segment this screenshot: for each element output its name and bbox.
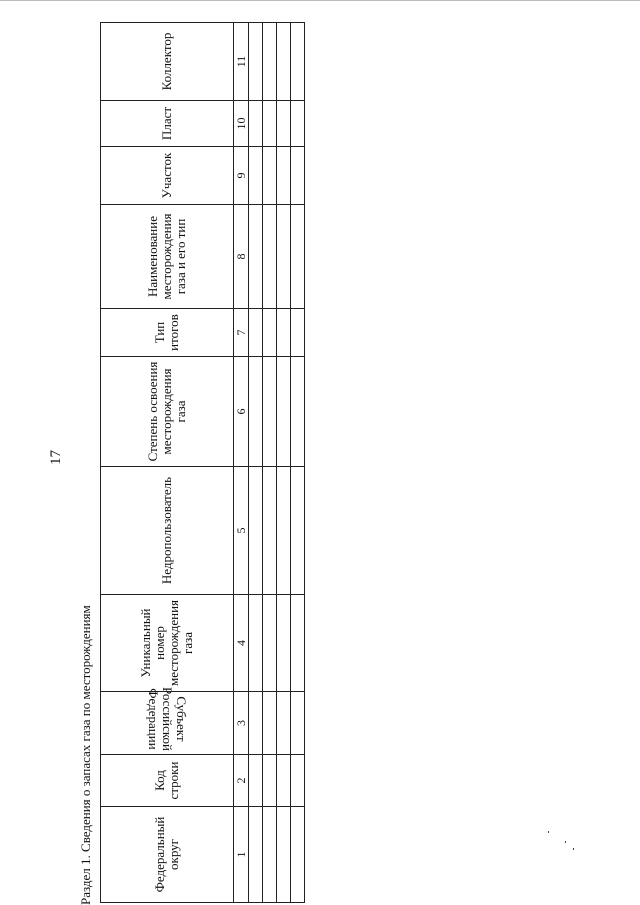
empty-cell [291,101,305,147]
header-row-code: Код строки [101,755,234,807]
header-site: Участок [101,147,234,205]
empty-cell [249,147,263,205]
empty-cell [249,467,263,595]
col-number: 4 [234,595,249,692]
empty-cell [263,147,277,205]
empty-cell [277,595,291,692]
empty-cell [291,807,305,903]
header-row [101,23,234,903]
empty-cell [277,357,291,467]
col-number: 3 [234,692,249,755]
scan-speck [573,848,574,850]
header-subsoil-user: Недропользователь [101,467,234,595]
empty-cell [277,692,291,755]
empty-cell [291,595,305,692]
empty-cell [277,807,291,903]
empty-cell [249,357,263,467]
empty-cell [291,147,305,205]
col-number: 11 [234,23,249,101]
col-number: 5 [234,467,249,595]
empty-cell [263,692,277,755]
header-field-name: Наименование месторождения газа и его тип [101,205,234,309]
empty-cell [277,205,291,309]
header-subject-rf-text: Субъект Российской Федерации [146,686,189,752]
empty-cell [291,23,305,101]
empty-cell [249,807,263,903]
table-row [263,23,277,903]
table-row [249,23,263,903]
empty-cell [277,309,291,357]
empty-cell [249,595,263,692]
empty-cell [263,357,277,467]
empty-cell [263,205,277,309]
empty-cell [277,755,291,807]
col-number: 6 [234,357,249,467]
header-federal-district: Федеральный округ [101,807,234,903]
header-layer: Пласт [101,101,234,147]
header-totals-type: Тип итогов [101,309,234,357]
col-number: 9 [234,147,249,205]
table-row [277,23,291,903]
empty-cell [263,595,277,692]
empty-cell [263,755,277,807]
empty-cell [291,357,305,467]
empty-cell [249,309,263,357]
empty-cell [249,101,263,147]
empty-cell [291,467,305,595]
column-number-row [234,23,249,903]
empty-cell [249,755,263,807]
header-development-degree: Степень освоения месторождения газа [101,357,234,467]
empty-cell [291,309,305,357]
empty-cell [291,692,305,755]
header-collector: Коллектор [101,23,234,101]
scan-speck [548,831,549,833]
empty-cell [277,467,291,595]
empty-cell [263,467,277,595]
empty-cell [291,755,305,807]
col-number: 2 [234,755,249,807]
table-row [291,23,305,903]
scan-speck [565,841,566,843]
col-number: 1 [234,807,249,903]
header-subject-rf [101,686,234,755]
empty-cell [249,692,263,755]
empty-cell [277,101,291,147]
empty-cell [291,205,305,309]
empty-cell [263,101,277,147]
header-unique-number: Уникальный номер месторождения газа [101,595,234,692]
empty-cell [277,147,291,205]
section-title: Раздел 1. Сведения о запасах газа по месторождениям [78,605,93,905]
col-number: 7 [234,309,249,357]
empty-cell [277,23,291,101]
col-number: 10 [234,101,249,147]
empty-cell [263,807,277,903]
scan-edge-line [0,0,640,2]
page-number: 17 [48,450,64,465]
col-number: 8 [234,205,249,309]
gas-reserves-table [100,22,305,903]
empty-cell [249,23,263,101]
empty-cell [263,309,277,357]
empty-cell [249,205,263,309]
empty-cell [263,23,277,101]
